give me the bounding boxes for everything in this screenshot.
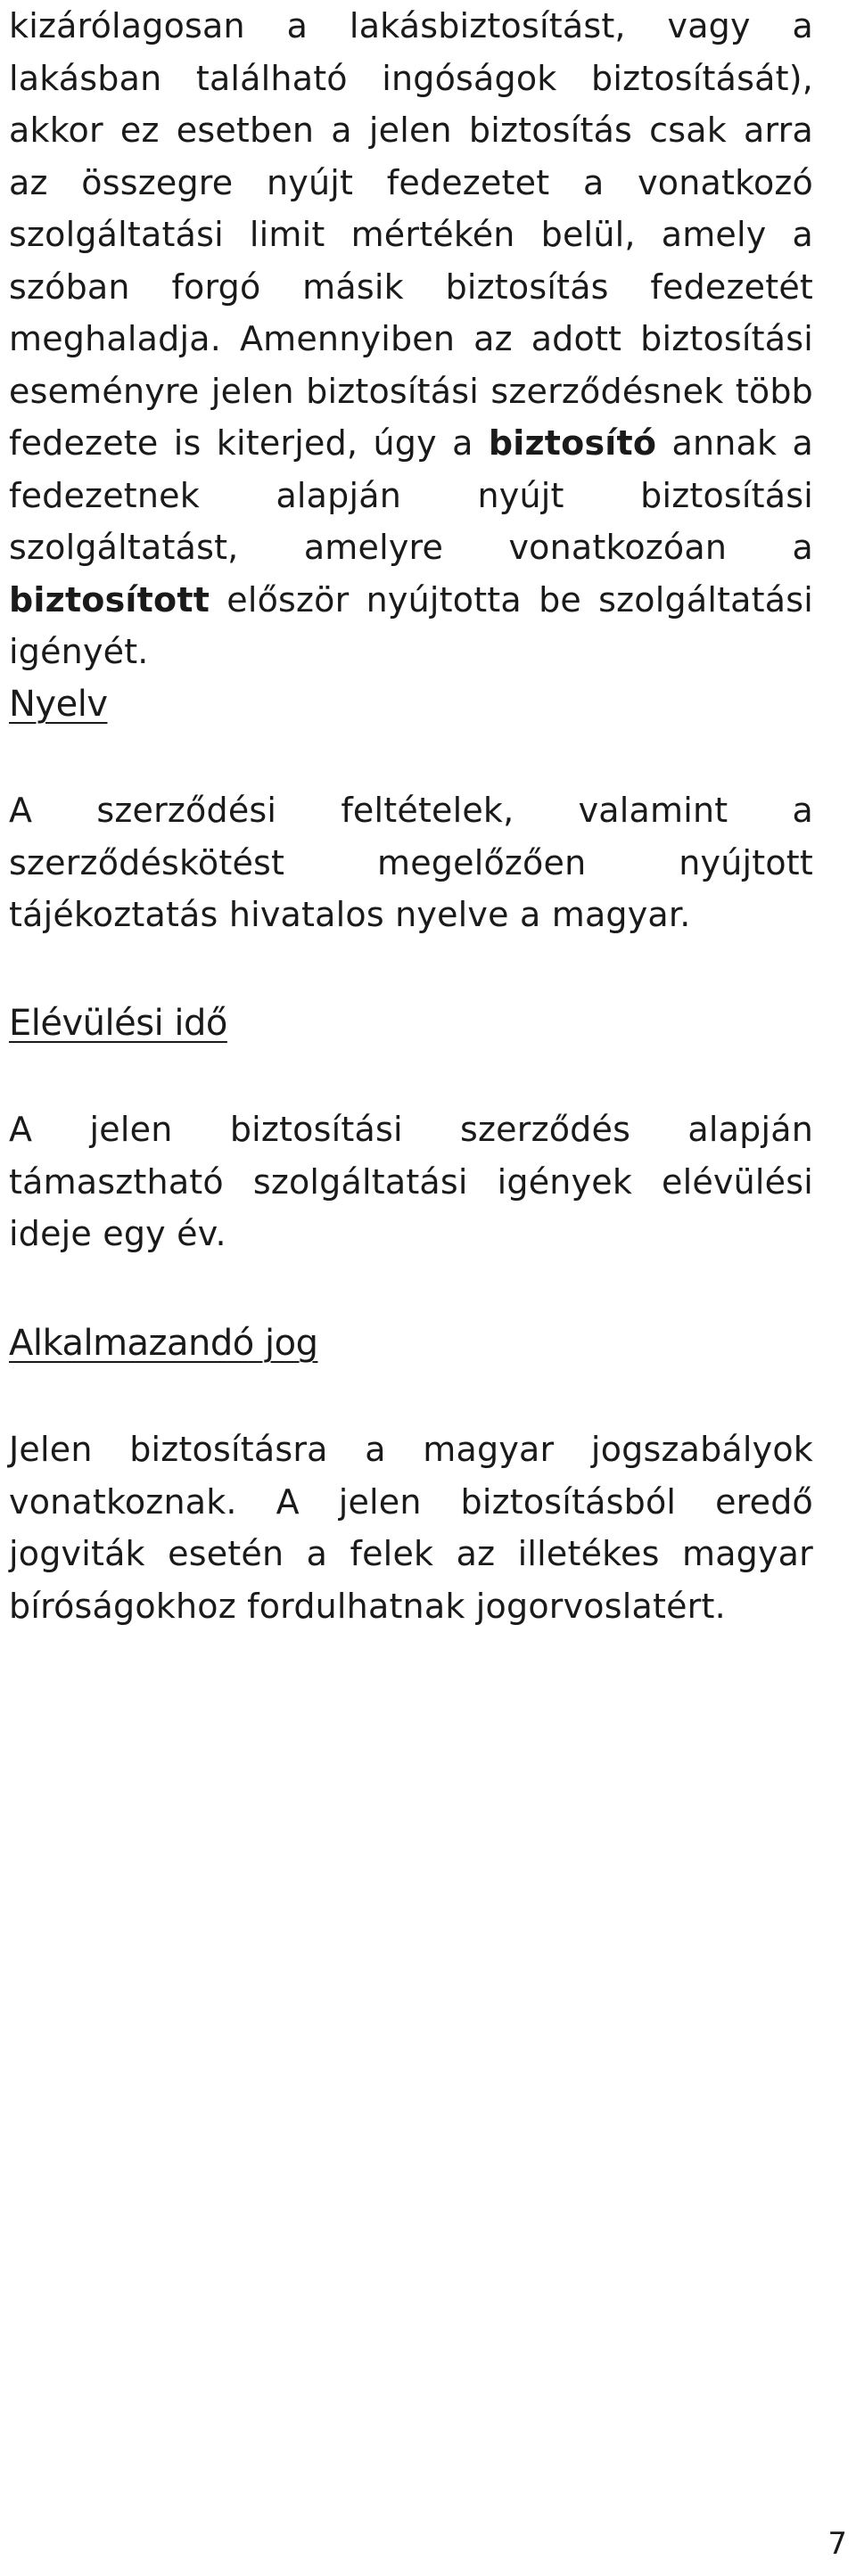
term-biztosito: biztosító [488, 423, 657, 463]
section-heading-elevulesi-ido: Elévülési idő [9, 1003, 227, 1044]
paragraph-text: kizárólagosan a lakásbiztosítást, vagy a lakásban található ingóságok biztosítását), akkor ez esetben a jelen biztosítás csak arra az összegre nyújt fedezetet a vonatkozó szolgáltatási limit mértékén belül, amely a szóban forgó másik biztosítás fedezetét meghaladja. Amennyiben az adott biztosítási eseményre jelen biztosítási szerződésnek több fedezete is kiterjed, úgy a [9, 6, 813, 463]
section-heading-nyelv: Nyelv [9, 684, 108, 725]
paragraph-insurance-coverage [9, 0, 813, 678]
page-number: 7 [827, 2526, 847, 2562]
paragraph-language: A szerződési feltételek, valamint a szerződéskötést megelőzően nyújtott tájékoztatás hivatalos nyelve a magyar. [9, 791, 813, 934]
term-biztositott: biztosított [9, 579, 210, 619]
paragraph-text: először nyújtotta be szolgáltatási igényét. [9, 579, 813, 671]
paragraph-limitation-period: A jelen biztosítási szerződés alapján támasztható szolgáltatási igények elévülési ideje egy év. [9, 1110, 813, 1253]
paragraph-applicable-law: Jelen biztosításra a magyar jogszabályok vonatkoznak. A jelen biztosításból eredő jogviták esetén a felek az illetékes magyar bíróságokhoz fordulhatnak jogorvoslatért. [9, 1430, 813, 1626]
section-heading-alkalmazando-jog: Alkalmazandó jog [9, 1323, 318, 1364]
paragraph-text: annak a fedezetnek alapján nyújt biztosítási szolgáltatást, amelyre vonatkozóan a [9, 423, 814, 567]
